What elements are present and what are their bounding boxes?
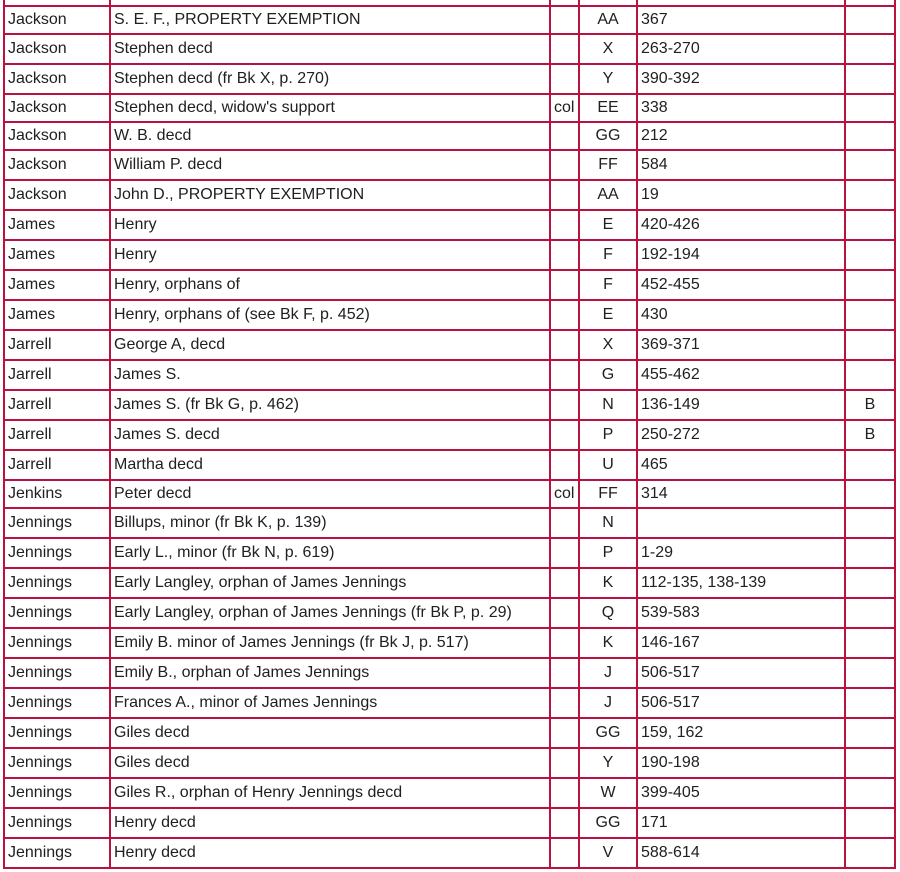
cell-surname: Jackson xyxy=(5,151,109,179)
cell-given-name: S. E. F., PROPERTY EXEMPTION xyxy=(111,7,549,33)
cell-surname: Jennings xyxy=(5,569,109,597)
cell-note: col xyxy=(551,481,578,507)
cell-pages: 506-517 xyxy=(638,689,844,717)
cell-note xyxy=(551,809,578,837)
cell-pages: 190-198 xyxy=(638,749,844,777)
cell-book: Y xyxy=(580,749,636,777)
table-row xyxy=(5,539,894,567)
cell-book: K xyxy=(580,569,636,597)
cell-pages: 159, 162 xyxy=(638,719,844,747)
cell-pages: 539-583 xyxy=(638,599,844,627)
cell-surname: Jackson xyxy=(5,181,109,209)
cell-given-name: George A, decd xyxy=(111,331,549,359)
cell-pages: 430 xyxy=(638,301,844,329)
table-row xyxy=(5,629,894,657)
cell-note xyxy=(551,331,578,359)
table-row xyxy=(5,809,894,837)
cell-given-name: Henry xyxy=(111,211,549,239)
cell-book: AA xyxy=(580,181,636,209)
cell-book xyxy=(580,0,636,5)
cell-pages: 19 xyxy=(638,181,844,209)
cell-note xyxy=(551,749,578,777)
table-row xyxy=(5,241,894,269)
cell-surname: Jennings xyxy=(5,599,109,627)
cell-pages: 390-392 xyxy=(638,65,844,93)
cell-extra xyxy=(846,0,894,5)
table-row xyxy=(5,719,894,747)
table-row xyxy=(5,151,894,179)
cell-pages: 452-455 xyxy=(638,271,844,299)
table-row xyxy=(5,95,894,121)
cell-book: W xyxy=(580,779,636,807)
cell-note xyxy=(551,7,578,33)
cell-extra xyxy=(846,839,894,867)
cell-extra xyxy=(846,659,894,687)
cell-given-name: Peter decd xyxy=(111,481,549,507)
table-row xyxy=(5,301,894,329)
cell-given-name: Giles decd xyxy=(111,749,549,777)
cell-surname: Jackson xyxy=(5,7,109,33)
table-row xyxy=(5,421,894,449)
cell-pages: 369-371 xyxy=(638,331,844,359)
record-index-table xyxy=(3,0,896,869)
cell-surname: Jennings xyxy=(5,779,109,807)
cell-extra xyxy=(846,629,894,657)
cell-pages: 399-405 xyxy=(638,779,844,807)
cell-extra xyxy=(846,569,894,597)
cell-note xyxy=(551,421,578,449)
cell-pages: 136-149 xyxy=(638,391,844,419)
table-row xyxy=(5,749,894,777)
cell-pages: 465 xyxy=(638,451,844,479)
table-row xyxy=(5,779,894,807)
cell-note xyxy=(551,123,578,149)
cell-extra: B xyxy=(846,421,894,449)
cell-book: V xyxy=(580,839,636,867)
cell-surname xyxy=(5,0,109,5)
cell-given-name: Henry decd xyxy=(111,809,549,837)
cell-extra xyxy=(846,211,894,239)
table-row xyxy=(5,839,894,867)
cell-book: GG xyxy=(580,123,636,149)
table-row xyxy=(5,271,894,299)
table-row xyxy=(5,35,894,63)
cell-note xyxy=(551,151,578,179)
cell-book: E xyxy=(580,301,636,329)
cell-note xyxy=(551,211,578,239)
cell-book: X xyxy=(580,331,636,359)
cell-note xyxy=(551,509,578,537)
cell-given-name: James S. decd xyxy=(111,421,549,449)
cell-given-name: James S. xyxy=(111,361,549,389)
cell-note xyxy=(551,181,578,209)
table-row xyxy=(5,211,894,239)
cell-given-name: Stephen decd (fr Bk X, p. 270) xyxy=(111,65,549,93)
table-row xyxy=(5,181,894,209)
cell-extra xyxy=(846,151,894,179)
cell-given-name: Early Langley, orphan of James Jennings xyxy=(111,569,549,597)
cell-note: col xyxy=(551,95,578,121)
table-row xyxy=(5,569,894,597)
cell-surname: Jennings xyxy=(5,629,109,657)
cell-book: P xyxy=(580,421,636,449)
cell-book: Y xyxy=(580,65,636,93)
cell-extra xyxy=(846,809,894,837)
cell-surname: Jennings xyxy=(5,749,109,777)
cell-book: E xyxy=(580,211,636,239)
cell-surname: Jarrell xyxy=(5,361,109,389)
cell-pages: 588-614 xyxy=(638,839,844,867)
cell-book: X xyxy=(580,35,636,63)
cell-pages xyxy=(638,0,844,5)
table-row xyxy=(5,7,894,33)
cell-extra xyxy=(846,451,894,479)
cell-note xyxy=(551,719,578,747)
cell-pages: 192-194 xyxy=(638,241,844,269)
cell-book: J xyxy=(580,689,636,717)
cell-given-name: Henry xyxy=(111,241,549,269)
cell-book: Q xyxy=(580,599,636,627)
cell-surname: Jarrell xyxy=(5,331,109,359)
cell-surname: Jackson xyxy=(5,35,109,63)
cell-pages: 367 xyxy=(638,7,844,33)
cell-extra xyxy=(846,7,894,33)
cell-given-name: Henry, orphans of xyxy=(111,271,549,299)
cell-note xyxy=(551,539,578,567)
table-row xyxy=(5,659,894,687)
cell-extra xyxy=(846,301,894,329)
cell-given-name: Giles decd xyxy=(111,719,549,747)
cell-pages: 250-272 xyxy=(638,421,844,449)
cell-book: GG xyxy=(580,809,636,837)
cell-note xyxy=(551,451,578,479)
cell-pages: 146-167 xyxy=(638,629,844,657)
cell-given-name: John D., PROPERTY EXEMPTION xyxy=(111,181,549,209)
cell-book: F xyxy=(580,241,636,269)
table-row xyxy=(5,509,894,537)
cell-surname: Jennings xyxy=(5,509,109,537)
cell-pages xyxy=(638,509,844,537)
cell-note xyxy=(551,35,578,63)
cell-given-name: Emily B. minor of James Jennings (fr Bk J, p. 517) xyxy=(111,629,549,657)
cell-extra: B xyxy=(846,391,894,419)
cell-extra xyxy=(846,509,894,537)
cell-surname: Jennings xyxy=(5,719,109,747)
cell-extra xyxy=(846,181,894,209)
cell-pages: 1-29 xyxy=(638,539,844,567)
cell-extra xyxy=(846,241,894,269)
cell-book: N xyxy=(580,509,636,537)
cell-pages: 455-462 xyxy=(638,361,844,389)
cell-given-name xyxy=(111,0,549,5)
cell-given-name: Stephen decd xyxy=(111,35,549,63)
cell-surname: Jennings xyxy=(5,839,109,867)
cell-note xyxy=(551,629,578,657)
cell-extra xyxy=(846,35,894,63)
cell-surname: James xyxy=(5,271,109,299)
cell-book: AA xyxy=(580,7,636,33)
cell-note xyxy=(551,301,578,329)
cell-book: U xyxy=(580,451,636,479)
cell-pages: 171 xyxy=(638,809,844,837)
table-row xyxy=(5,689,894,717)
table-row xyxy=(5,391,894,419)
cell-extra xyxy=(846,65,894,93)
cell-book: FF xyxy=(580,151,636,179)
cell-book: GG xyxy=(580,719,636,747)
cell-surname: Jennings xyxy=(5,659,109,687)
cell-book: EE xyxy=(580,95,636,121)
cell-pages: 212 xyxy=(638,123,844,149)
cell-note xyxy=(551,65,578,93)
cell-pages: 314 xyxy=(638,481,844,507)
cell-book: P xyxy=(580,539,636,567)
cell-note xyxy=(551,569,578,597)
table-body xyxy=(5,0,894,867)
cell-given-name: Henry decd xyxy=(111,839,549,867)
cell-surname: Jarrell xyxy=(5,391,109,419)
cell-pages: 420-426 xyxy=(638,211,844,239)
cell-note xyxy=(551,839,578,867)
cell-note xyxy=(551,779,578,807)
cell-book: FF xyxy=(580,481,636,507)
cell-surname: Jennings xyxy=(5,689,109,717)
cell-surname: Jennings xyxy=(5,539,109,567)
cell-given-name: Billups, minor (fr Bk K, p. 139) xyxy=(111,509,549,537)
cell-book: G xyxy=(580,361,636,389)
cell-book: N xyxy=(580,391,636,419)
cell-surname: Jackson xyxy=(5,95,109,121)
cell-note xyxy=(551,361,578,389)
cell-given-name: W. B. decd xyxy=(111,123,549,149)
table-row xyxy=(5,65,894,93)
cell-surname: Jackson xyxy=(5,65,109,93)
table-row xyxy=(5,123,894,149)
cell-extra xyxy=(846,539,894,567)
cell-given-name: Martha decd xyxy=(111,451,549,479)
cell-surname: Jarrell xyxy=(5,421,109,449)
cell-given-name: Frances A., minor of James Jennings xyxy=(111,689,549,717)
cell-note xyxy=(551,599,578,627)
cell-given-name: Henry, orphans of (see Bk F, p. 452) xyxy=(111,301,549,329)
cell-surname: James xyxy=(5,241,109,269)
cell-given-name: Early L., minor (fr Bk N, p. 619) xyxy=(111,539,549,567)
table-row xyxy=(5,0,894,5)
cell-surname: Jarrell xyxy=(5,451,109,479)
cell-surname: James xyxy=(5,301,109,329)
cell-extra xyxy=(846,719,894,747)
cell-given-name: Stephen decd, widow's support xyxy=(111,95,549,121)
cell-book: F xyxy=(580,271,636,299)
table-row xyxy=(5,331,894,359)
cell-surname: Jennings xyxy=(5,809,109,837)
cell-given-name: Giles R., orphan of Henry Jennings decd xyxy=(111,779,549,807)
cell-note xyxy=(551,689,578,717)
cell-extra xyxy=(846,361,894,389)
cell-extra xyxy=(846,779,894,807)
cell-extra xyxy=(846,481,894,507)
cell-surname: James xyxy=(5,211,109,239)
cell-extra xyxy=(846,331,894,359)
cell-given-name: William P. decd xyxy=(111,151,549,179)
cell-note xyxy=(551,241,578,269)
cell-note xyxy=(551,659,578,687)
cell-pages: 338 xyxy=(638,95,844,121)
table-row xyxy=(5,451,894,479)
cell-note xyxy=(551,271,578,299)
cell-extra xyxy=(846,95,894,121)
cell-book: J xyxy=(580,659,636,687)
table-row xyxy=(5,481,894,507)
cell-note xyxy=(551,391,578,419)
cell-pages: 584 xyxy=(638,151,844,179)
table-row xyxy=(5,361,894,389)
table-row xyxy=(5,599,894,627)
cell-extra xyxy=(846,271,894,299)
cell-extra xyxy=(846,599,894,627)
cell-given-name: Early Langley, orphan of James Jennings (fr Bk P, p. 29) xyxy=(111,599,549,627)
cell-pages: 112-135, 138-139 xyxy=(638,569,844,597)
cell-surname: Jenkins xyxy=(5,481,109,507)
cell-extra xyxy=(846,689,894,717)
cell-extra xyxy=(846,749,894,777)
cell-pages: 263-270 xyxy=(638,35,844,63)
cell-surname: Jackson xyxy=(5,123,109,149)
cell-pages: 506-517 xyxy=(638,659,844,687)
cell-given-name: James S. (fr Bk G, p. 462) xyxy=(111,391,549,419)
cell-given-name: Emily B., orphan of James Jennings xyxy=(111,659,549,687)
cell-note xyxy=(551,0,578,5)
cell-book: K xyxy=(580,629,636,657)
cell-extra xyxy=(846,123,894,149)
